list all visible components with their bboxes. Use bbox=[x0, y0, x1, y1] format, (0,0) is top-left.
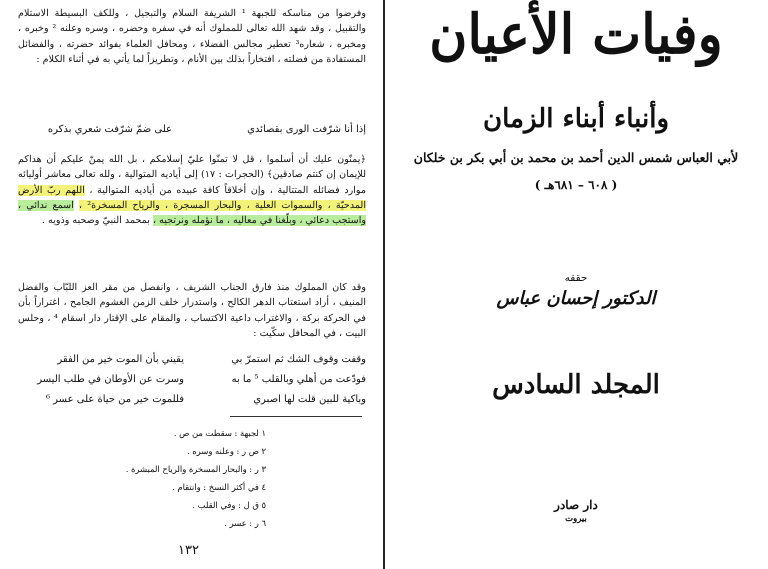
verse-3-left: وسرت عن الأوطان في طلب اليسر bbox=[37, 374, 184, 385]
green-highlight: اسمع ندائي ، واستجب دعائي ، وبلّغنا في معاليه ، ما نؤمله ونرتجيه ، bbox=[18, 199, 366, 227]
title-page bbox=[384, 0, 768, 569]
author-dates: ( ٦٠٨ – ٦٨١هـ ) bbox=[534, 178, 618, 192]
footnote: ٦ ر : عسر . bbox=[224, 518, 266, 528]
verse-3-right: فودّعت من أهلي وبالقلب ⁵ ما به bbox=[231, 374, 366, 385]
after-highlight-text: بمحمد النبيّ وصحبه وذويه . bbox=[41, 215, 150, 227]
author-name: لأبي العباس شمس الدين أحمد بن محمد بن أبي بكر بن خلكان bbox=[413, 150, 739, 165]
verse-2-left: يقيني بأن الموت خير من الفقر bbox=[57, 354, 184, 365]
footnote: ١ لجبهة : سقطت من ص . bbox=[173, 428, 266, 438]
quran-quote-text: ﴿يمنّون عليك أن أسلموا ، قل لا تمنّوا عليّ إسلامكم ، بل الله يمنّ عليكم أن هداكم للإيمان إن كنتم صادقين﴾ (الحجرات : ١٧) إلى أياديه المتوالية ، ولله تعالى معاشر أوليائه موارد فضائله المتتالية ، وإن أخلاقاً كافة عبيده من أياديه المتوالية ، bbox=[18, 154, 366, 196]
volume-label: المجلد السادس bbox=[492, 370, 660, 400]
publisher-name: دار صادر bbox=[554, 498, 598, 512]
verse-4-left: فللموت خير من حياة على عسر ⁶ bbox=[45, 394, 184, 405]
verse-2-right: وقفت وقوف الشك ثم استمرّ بي bbox=[231, 354, 366, 365]
footnote: ٣ ر : والبحار المسخرة والرياح المبشرة . bbox=[125, 464, 266, 474]
footnote: ٢ ص ر : وعلنه وسره . bbox=[186, 446, 266, 456]
editor-name: الدكتور إحسان عباس bbox=[496, 288, 656, 309]
footnote: ٥ ق ل : وفي القلب . bbox=[192, 500, 266, 510]
verse-4-right: وباكية للبين قلت لها اصبري bbox=[253, 394, 366, 405]
closing-paragraph: وقد كان المملوك منذ فارق الجناب الشريف ، وانفصل من مقر العز اللبّاب والفضل المنيف ، أراد استعتاب الدهر الكالح ، واستدرار خلف الزمن الغشوم الجامح ، اغتراراً بأن في الحركة بركة ، والاغتراب داعية الاكتساب ، والمقام على الإقتار دار اسقام ⁴ ، وحلس البيت ، في المحافل سكّيت : bbox=[18, 282, 366, 339]
opening-paragraph: وفرضوا من مناسكه للجبهة ¹ الشريفة السلام والتبجيل ، وللكف البسيطة الاستلام والتقبيل ، وقد شهد الله تعالى للمملوك أنه في سفره وحضره ، وسره وعلنه ² وخبره ، ومخبره ، شعاره³ تعطير مجالس الفضلاء ، ومحافل العلماء بفوائد حضرته ، والفضائل المستفادة من فضلته ، افتخاراً بذلك بين الأنام ، وتطريزاً لما يأتي به في أثناء الكلام : bbox=[18, 8, 367, 65]
verse-1-left: على ضمّ شرّفت شعري بذكره bbox=[47, 124, 172, 135]
publisher-city: بيروت bbox=[565, 514, 587, 524]
page-number: ١٣٢ bbox=[178, 543, 199, 558]
highlighted-paragraph bbox=[18, 152, 366, 228]
editor-label: حققه bbox=[564, 272, 588, 284]
book-title: وفيات الأعيان bbox=[429, 2, 723, 67]
footnote-divider bbox=[230, 416, 362, 417]
yellow-highlight: اللهم ربّ الأرض المدحيّة ، والسموات العلية ، والبحار المسجرة ، والرياح المسخرة² ، bbox=[18, 184, 366, 211]
footnote: ٤ في أكثر النسخ : وانتقام . bbox=[172, 482, 266, 492]
verse-1-right: إذا أنا شرّفت الورى بقصائدي bbox=[247, 124, 366, 135]
book-subtitle: وأنباء أبناء الزمان bbox=[483, 104, 669, 134]
